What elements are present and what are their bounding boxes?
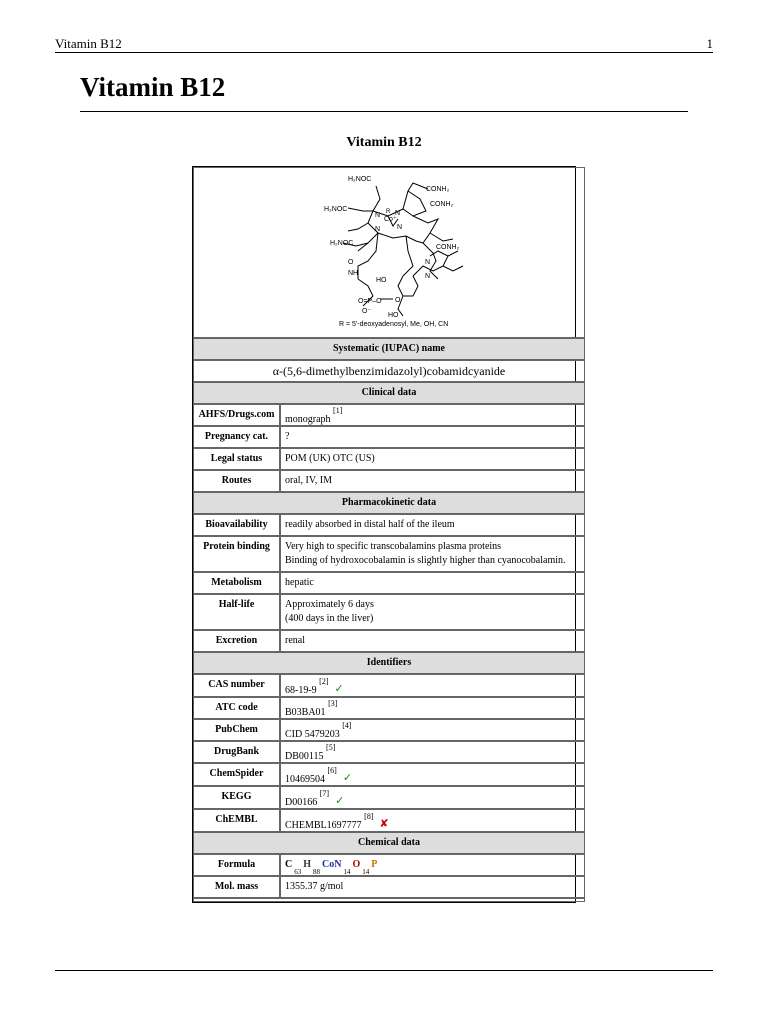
running-header-title: Vitamin B12	[55, 36, 122, 51]
atc-link[interactable]: B03BA01	[285, 707, 326, 718]
label-formula: Formula	[193, 854, 280, 876]
ref-8[interactable]: [8]	[364, 812, 374, 821]
label-metabolism: Metabolism	[193, 572, 280, 594]
ref-2[interactable]: [2]	[319, 677, 329, 686]
label-n6: N	[425, 273, 431, 280]
row-pubchem	[193, 719, 585, 741]
section-clinical: Clinical data	[193, 382, 585, 404]
label-routes: Routes	[193, 470, 280, 492]
value-bioavailability: readily absorbed in distal half of the ileum	[280, 514, 585, 536]
value-routes: oral, IV, IM	[280, 470, 585, 492]
iupac-name: α-(5,6-dimethylbenzimidazolyl)cobamidcyanide	[193, 360, 585, 382]
footer-rule	[55, 970, 713, 971]
label-nh: NH	[348, 270, 359, 277]
value-drugbank	[280, 741, 585, 763]
chembl-link[interactable]: CHEMBL1697777	[285, 820, 362, 831]
label-n3: N	[375, 226, 381, 233]
half-life-line-1: Approximately 6 days	[285, 599, 374, 610]
ref-3[interactable]: [3]	[328, 699, 338, 708]
section-identifiers: Identifiers	[193, 652, 585, 674]
drug-infobox	[192, 166, 576, 903]
label-pubchem: PubChem	[193, 719, 280, 741]
row-excretion	[193, 630, 585, 652]
label-h2noc-1: H₂NOC	[348, 176, 372, 183]
row-bioavailability	[193, 514, 585, 536]
ref-7[interactable]: [7]	[319, 789, 330, 798]
chemspider-link[interactable]: 10469504	[285, 774, 325, 785]
label-o2: O	[395, 297, 401, 304]
page-title: Vitamin B12	[80, 72, 688, 112]
formula-hydrogen[interactable]: H	[303, 859, 312, 870]
formula-phosphorus[interactable]: P	[371, 859, 378, 870]
value-metabolism: hepatic	[280, 572, 585, 594]
formula-cobalt-nitrogen[interactable]: CoN	[322, 859, 342, 870]
row-formula	[193, 854, 585, 876]
value-excretion: renal	[280, 630, 585, 652]
label-excretion: Excretion	[193, 630, 280, 652]
ref-6[interactable]: [6]	[327, 766, 337, 775]
label-n1: N	[375, 212, 381, 219]
row-ahfs	[193, 404, 585, 426]
label-pregnancy: Pregnancy cat.	[193, 426, 280, 448]
infobox-caption: Vitamin B12	[346, 135, 422, 150]
structure-legend: R = 5'-deoxyadenosyl, Me, OH, CN	[339, 321, 449, 328]
row-empty	[193, 898, 585, 902]
row-atc	[193, 697, 585, 719]
label-kegg: KEGG	[193, 786, 280, 809]
row-kegg	[193, 786, 585, 809]
ref-5[interactable]: [5]	[326, 743, 336, 752]
running-header	[55, 34, 713, 53]
value-protein-binding	[280, 536, 585, 572]
value-kegg	[280, 786, 585, 809]
value-cas	[280, 674, 585, 697]
value-pubchem	[280, 719, 585, 741]
label-ho2: HO	[388, 312, 399, 319]
row-chemspider	[193, 763, 585, 786]
row-drugbank	[193, 741, 585, 763]
protein-line-2: Binding of hydroxocobalamin is slightly higher than cyanocobalamin.	[285, 555, 566, 566]
label-atc: ATC code	[193, 697, 280, 719]
formula-carbon[interactable]: C	[285, 859, 293, 870]
half-life-line-2: (400 days in the liver)	[285, 613, 374, 624]
page-number: 1	[706, 36, 713, 51]
ref-1[interactable]: [1]	[333, 406, 343, 415]
label-o-minus: O⁻	[362, 308, 372, 315]
formula-oxygen[interactable]: O	[352, 859, 361, 870]
protein-line-1: Very high to specific transcobalamins plasma proteins	[285, 541, 502, 552]
label-half-life: Half-life	[193, 594, 280, 630]
value-atc	[280, 697, 585, 719]
value-mass: 1355.37 g/mol	[280, 876, 585, 898]
structure-cell	[193, 167, 585, 338]
pubchem-link[interactable]: CID 5479203	[285, 729, 340, 740]
formula-carbon-count: 63	[294, 868, 302, 876]
label-protein-binding: Protein binding	[193, 536, 280, 572]
label-mass: Mol. mass	[193, 876, 280, 898]
check-icon: ✓	[342, 772, 353, 784]
row-metabolism	[193, 572, 585, 594]
check-icon: ✓	[334, 683, 344, 695]
label-conh2-2: CONH₂	[430, 201, 454, 208]
row-mass	[193, 876, 585, 898]
label-ho1: HO	[376, 277, 387, 284]
cross-icon: ✘	[379, 818, 389, 830]
label-conh2-1: CONH₂	[426, 186, 450, 193]
formula-nitrogen-count: 14	[343, 868, 351, 876]
ahfs-link[interactable]: monograph	[285, 414, 331, 425]
value-formula	[280, 854, 585, 876]
row-cas	[193, 674, 585, 697]
check-icon: ✓	[335, 795, 345, 807]
empty-cell	[193, 898, 585, 902]
formula-hydrogen-count: 88	[313, 868, 321, 876]
row-half-life	[193, 594, 585, 630]
label-chembl: ChEMBL	[193, 809, 280, 832]
label-legal: Legal status	[193, 448, 280, 470]
drugbank-link[interactable]: DB00115	[285, 751, 324, 762]
label-r: R	[386, 209, 391, 215]
label-n4: N	[397, 224, 403, 231]
kegg-link[interactable]: D00166	[285, 797, 318, 808]
value-ahfs	[280, 404, 585, 426]
label-n5: N	[425, 259, 431, 266]
row-chembl	[193, 809, 585, 832]
label-cobalt: Co⁺	[384, 216, 397, 223]
structure-diagram	[198, 171, 580, 329]
label-h2noc-2: H₂NOC	[324, 206, 348, 213]
value-legal: POM (UK) OTC (US)	[280, 448, 585, 470]
label-chemspider: ChemSpider	[193, 763, 280, 786]
row-protein-binding	[193, 536, 585, 572]
ref-4[interactable]: [4]	[342, 721, 352, 730]
value-half-life	[280, 594, 585, 630]
row-pregnancy	[193, 426, 585, 448]
cas-link[interactable]: 68-19-9	[285, 685, 317, 696]
section-iupac: Systematic (IUPAC) name	[193, 338, 585, 360]
label-ahfs: AHFS/Drugs.com	[193, 404, 280, 426]
label-n2: N	[395, 210, 401, 217]
label-bioavailability: Bioavailability	[193, 514, 280, 536]
value-pregnancy: ?	[280, 426, 585, 448]
infobox-table	[193, 167, 585, 902]
value-chemspider	[280, 763, 585, 786]
section-chemical: Chemical data	[193, 832, 585, 854]
section-pharmacokinetic: Pharmacokinetic data	[193, 492, 585, 514]
label-conh2-3: CONH₂	[436, 244, 460, 251]
row-legal	[193, 448, 585, 470]
label-phosphate: O=P–O	[358, 298, 382, 305]
label-o1: O	[348, 259, 354, 266]
label-drugbank: DrugBank	[193, 741, 280, 763]
label-cas: CAS number	[193, 674, 280, 697]
row-routes	[193, 470, 585, 492]
formula-oxygen-count: 14	[362, 868, 370, 876]
value-chembl	[280, 809, 585, 832]
label-h2noc-3: H₂NOC	[330, 240, 354, 247]
